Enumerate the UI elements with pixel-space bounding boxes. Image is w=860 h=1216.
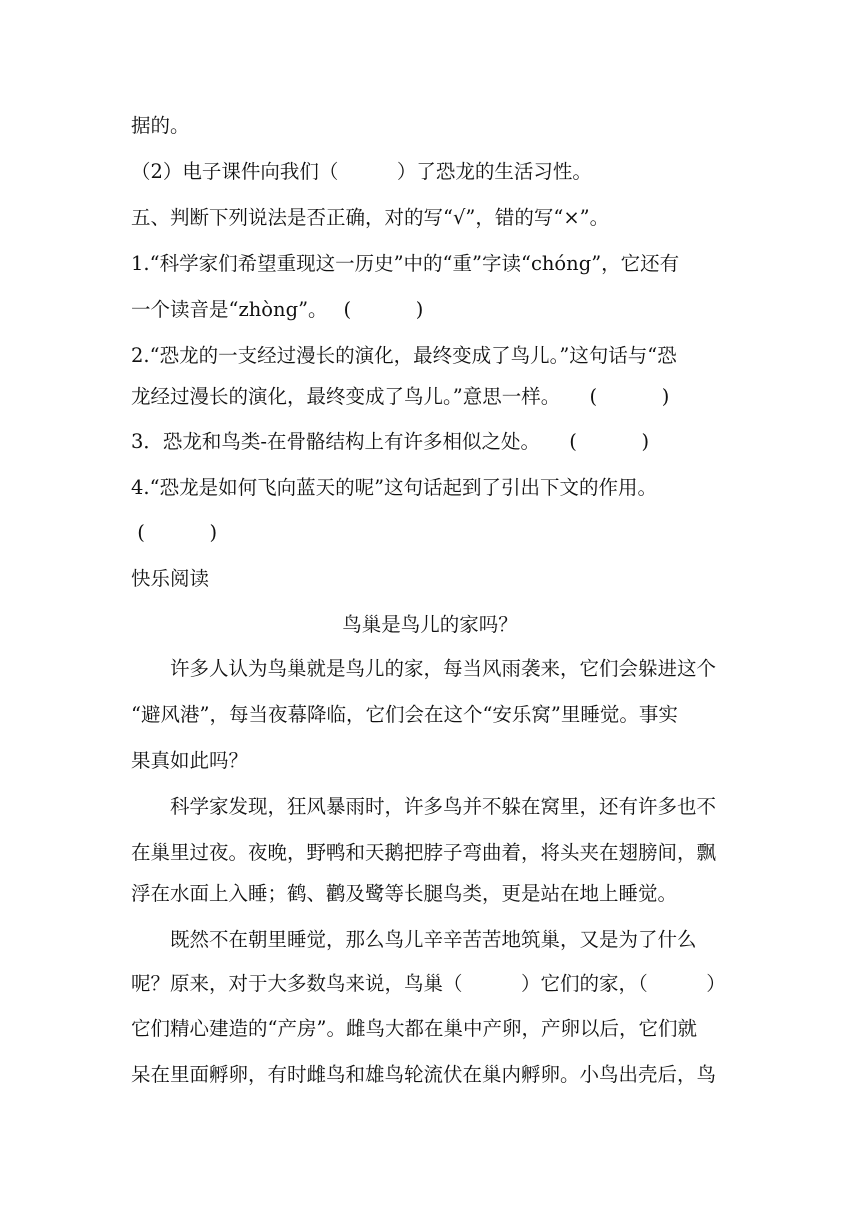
judge-item-2-line-2: 龙经过漫长的演化，最终变成了鸟儿。”意思一样。 ( ): [131, 385, 670, 408]
judge-item-4-line-1: 4.“恐龙是如何飞向蓝天的呢”这句话起到了引出下文的作用。: [131, 476, 658, 499]
article-line: 它们精心建造的“产房”。雌鸟大都在巢中产卵，产卵以后，它们就: [131, 1017, 697, 1040]
section-five-heading: 五、判断下列说法是否正确，对的写“√”，错的写“×”。: [131, 206, 610, 229]
judge-item-1-line-2: 一个读音是“zhòng”。 ( ): [131, 298, 424, 321]
article-line: 科学家发现，狂风暴雨时，许多鸟并不躲在窝里，还有许多也不: [131, 795, 717, 818]
article-line: 浮在水面上入睡；鹤、鹳及鹭等长腿鸟类，更是站在地上睡觉。: [131, 882, 678, 905]
article-title: 鸟巢是鸟儿的家吗？: [342, 613, 518, 636]
text-line: 据的。: [131, 114, 190, 137]
section-reading-heading: 快乐阅读: [131, 567, 210, 590]
article-line: 呢？原来，对于大多数鸟来说，鸟巢（ ）它们的家，（ ）: [131, 972, 726, 995]
judge-item-4-line-2: ( ): [131, 521, 218, 544]
article-line: 在巢里过夜。夜晚，野鸭和天鹅把脖子弯曲着，将头夹在翅膀间，飘: [131, 841, 717, 864]
article-line: 果真如此吗？: [131, 749, 249, 772]
judge-item-1-line-1: 1.“科学家们希望重现这一历史”中的“重”字读“chóng”，它还有: [131, 252, 680, 275]
article-line: 许多人认为鸟巢就是鸟儿的家，每当风雨袭来，它们会躲进这个: [131, 657, 717, 680]
article-line: 既然不在朝里睡觉，那么鸟儿辛辛苦苦地筑巢，又是为了什么: [131, 928, 697, 951]
question-2-line: （2）电子课件向我们（ ）了恐龙的生活习性。: [131, 160, 592, 183]
article-line: 呆在里面孵卵，有时雌鸟和雄鸟轮流伏在巢内孵卵。小鸟出壳后，鸟: [131, 1063, 717, 1086]
judge-item-3: 3．恐龙和鸟类-在骨骼结构上有许多相似之处。 ( ): [131, 430, 650, 453]
judge-item-2-line-1: 2.“恐龙的一支经过漫长的演化，最终变成了鸟儿。”这句话与“恐: [131, 344, 677, 367]
article-line: “避风港”，每当夜幕降临，它们会在这个“安乐窝”里睡觉。事实: [131, 703, 678, 726]
